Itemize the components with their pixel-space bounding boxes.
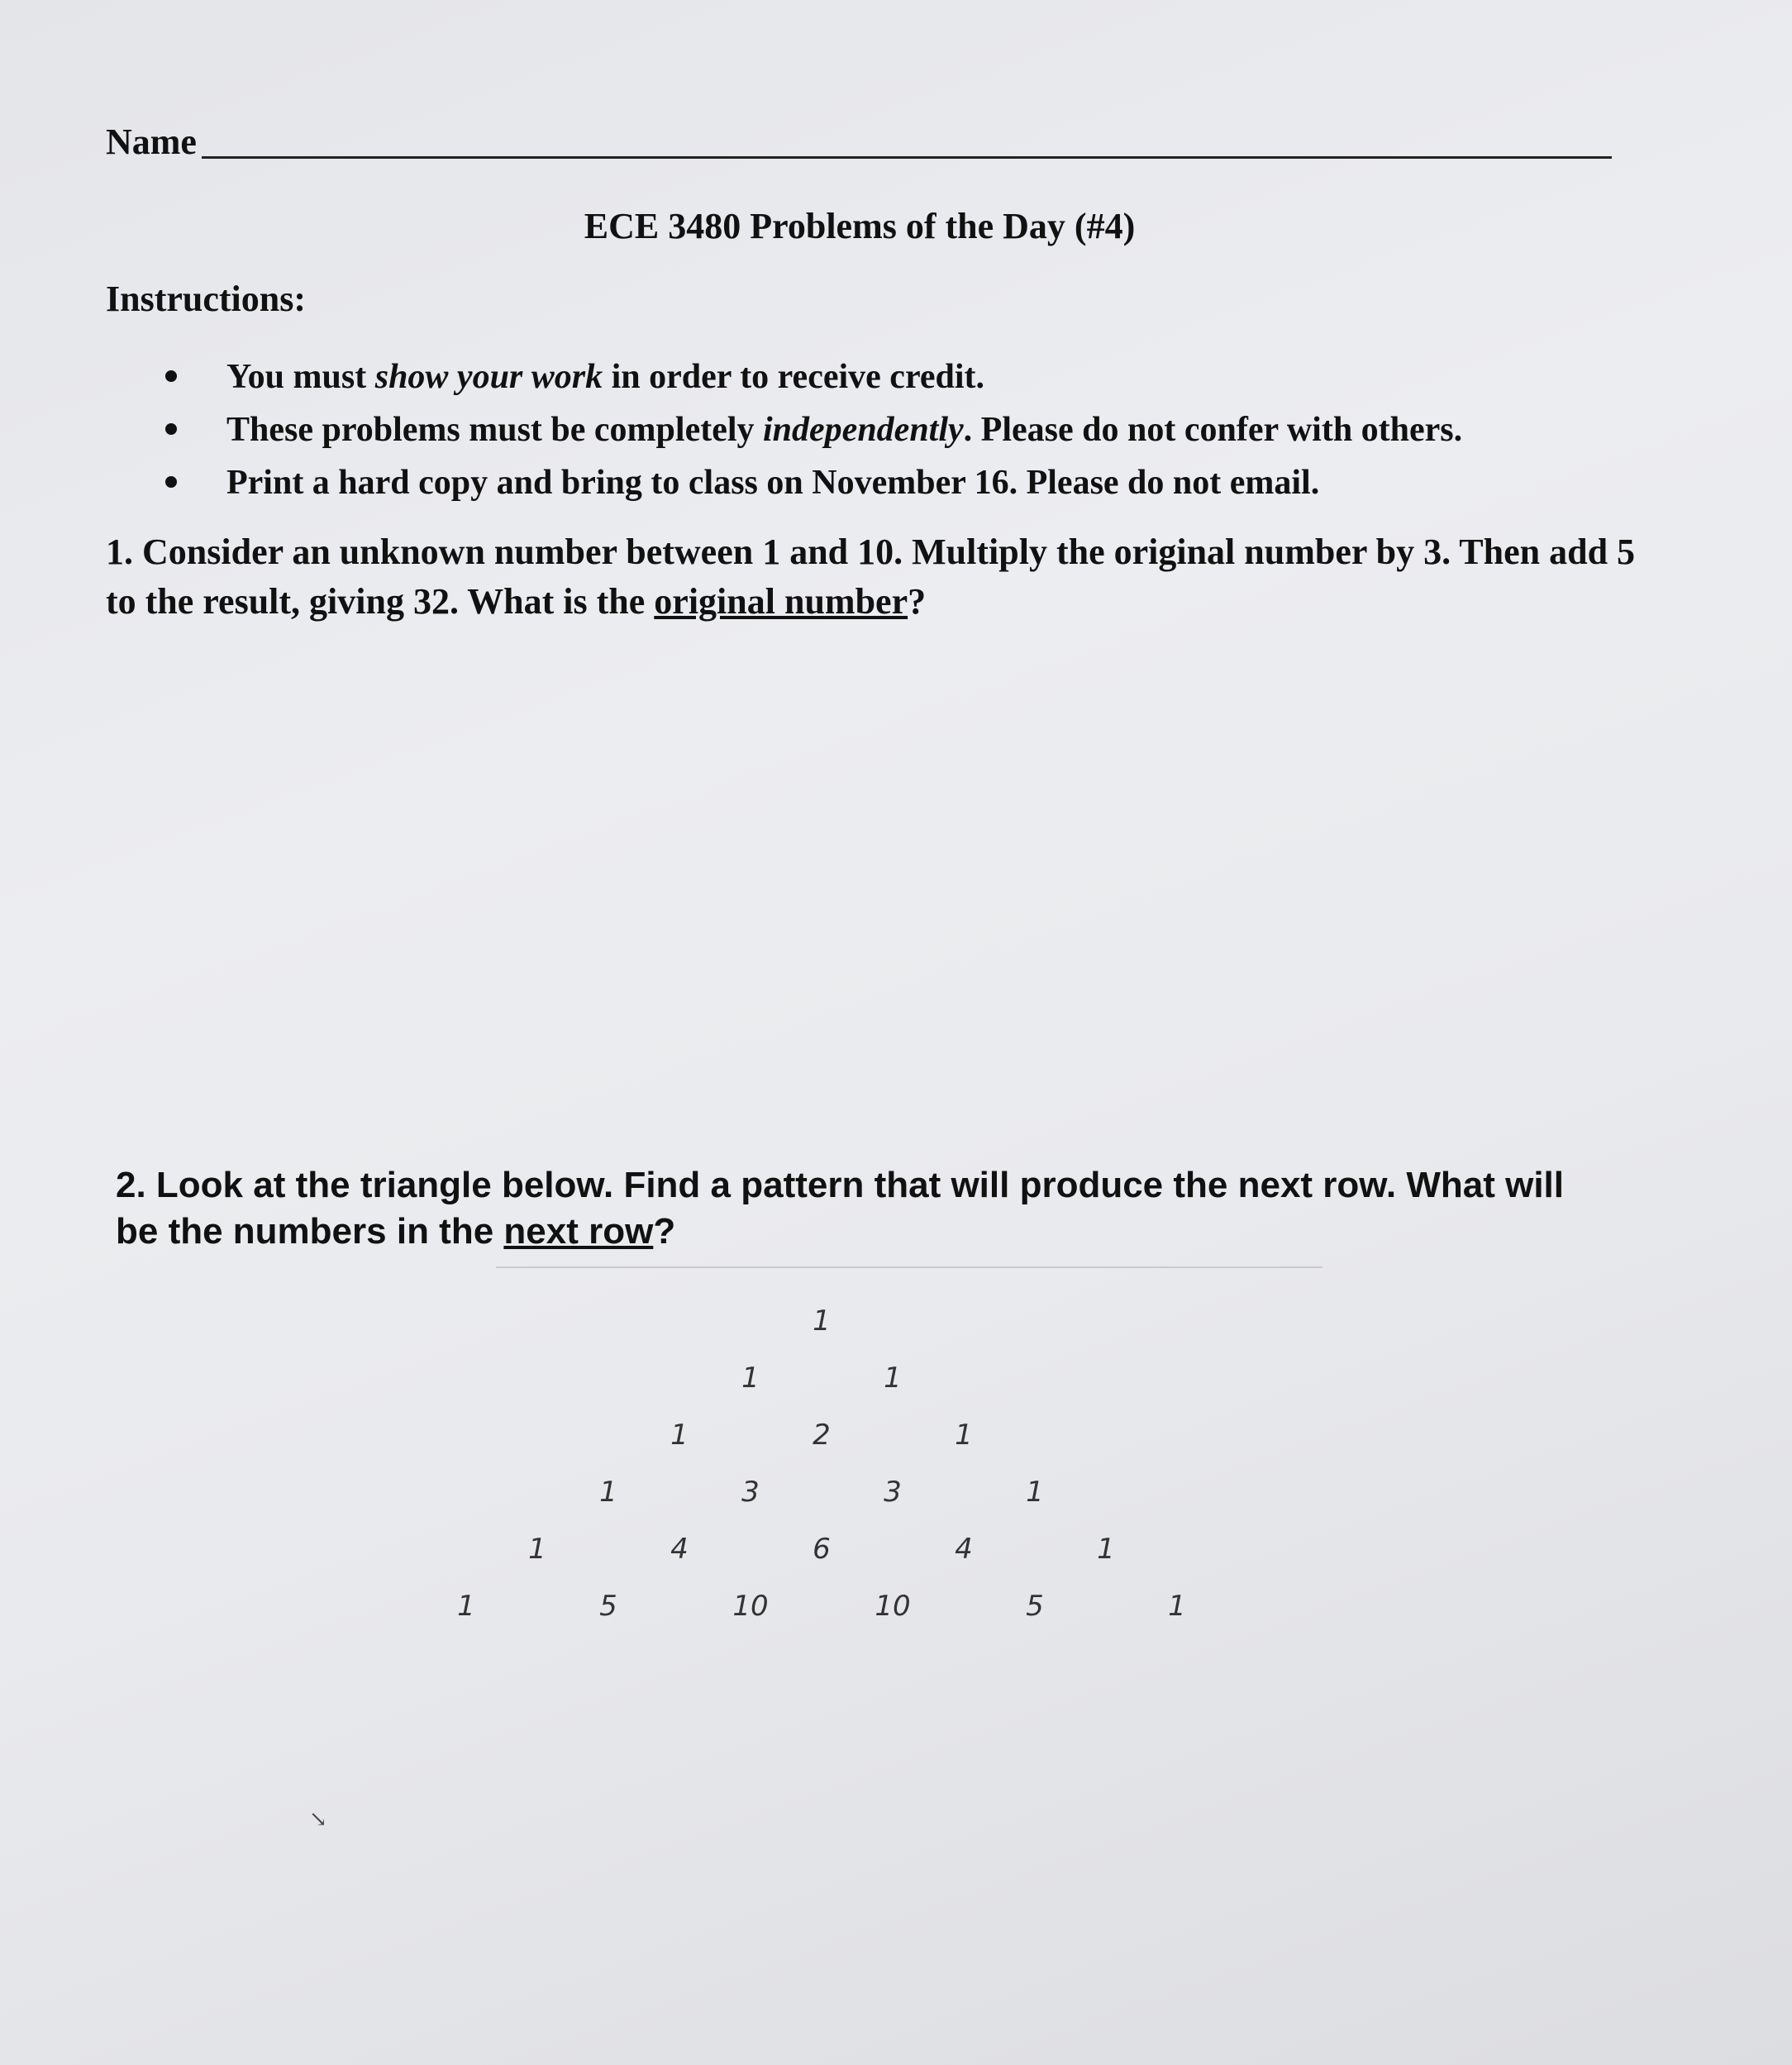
triangle-number: 1 bbox=[1097, 1533, 1115, 1566]
triangle-number: 2 bbox=[813, 1419, 831, 1452]
triangle-number: 1 bbox=[599, 1476, 617, 1509]
triangle-number: 1 bbox=[670, 1419, 689, 1452]
instructions-heading: Instructions: bbox=[106, 279, 307, 319]
instruction-item: These problems must be completely independently. Please do not confer with others. bbox=[165, 403, 1462, 456]
triangle-number: 1 bbox=[955, 1419, 973, 1452]
name-label: Name bbox=[106, 122, 197, 162]
triangle-number: 1 bbox=[813, 1304, 831, 1338]
triangle-number: 1 bbox=[884, 1362, 902, 1395]
triangle-number: 5 bbox=[1026, 1590, 1044, 1623]
triangle-number: 4 bbox=[670, 1533, 689, 1566]
triangle-number: 1 bbox=[528, 1533, 546, 1566]
triangle-number: 10 bbox=[875, 1590, 911, 1623]
triangle-number: 4 bbox=[955, 1533, 973, 1566]
pen-mark-icon: ↘ bbox=[309, 1807, 327, 1831]
question-2: 2. Look at the triangle below. Find a pattern that will produce the next row. What will be the numbers in the next row? bbox=[116, 1165, 1564, 1252]
triangle-number: 1 bbox=[457, 1590, 475, 1623]
triangle-number: 6 bbox=[813, 1533, 831, 1566]
page-title: ECE 3480 Problems of the Day (#4) bbox=[584, 206, 1136, 246]
instruction-item: Print a hard copy and bring to class on November 16. Please do not email. bbox=[165, 456, 1462, 509]
triangle-number: 3 bbox=[741, 1476, 760, 1509]
triangle-number: 1 bbox=[741, 1362, 760, 1395]
triangle-number: 1 bbox=[1026, 1476, 1044, 1509]
triangle-number: 1 bbox=[1168, 1590, 1186, 1623]
question-1: 1. Consider an unknown number between 1 and 10. Multiply the original number by 3. Then add 5 to the result, giving 32. What is the original number? bbox=[106, 532, 1636, 622]
triangle-number: 3 bbox=[884, 1476, 902, 1509]
instruction-item: You must show your work in order to receive credit. bbox=[165, 351, 1462, 403]
triangle-number: 5 bbox=[599, 1590, 617, 1623]
triangle-number: 10 bbox=[732, 1590, 769, 1623]
